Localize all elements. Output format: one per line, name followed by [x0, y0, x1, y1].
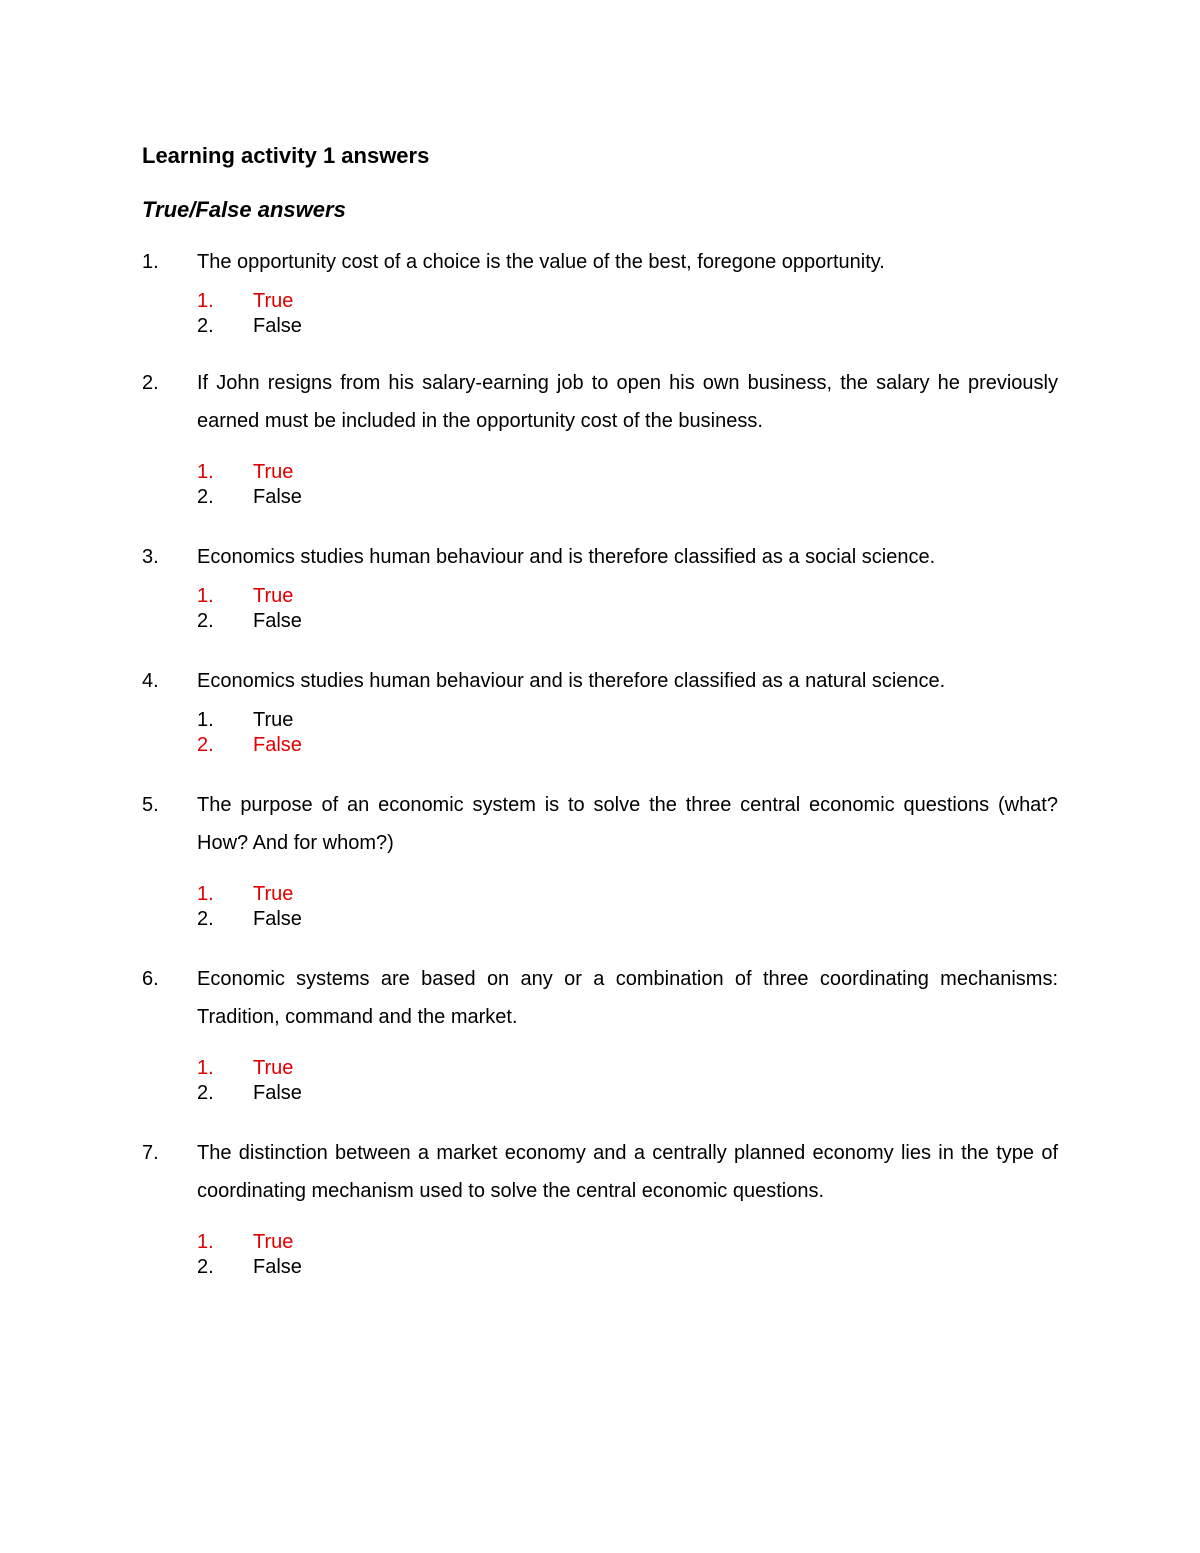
- question-2: [142, 364, 1058, 510]
- answer-options: [197, 1230, 1058, 1280]
- option-label: False: [253, 610, 302, 632]
- option-label: True: [253, 1231, 294, 1253]
- answer-options: [197, 882, 1058, 932]
- question-5: [142, 786, 1058, 932]
- option-false: [197, 314, 1058, 339]
- question-1: [142, 243, 1058, 339]
- option-label: True: [253, 1057, 294, 1079]
- option-label: True: [253, 461, 294, 483]
- option-number: 2.: [197, 734, 214, 756]
- option-label: True: [253, 585, 294, 607]
- option-false: [197, 733, 1058, 758]
- option-false: [197, 907, 1058, 932]
- option-label: False: [253, 908, 302, 930]
- question-text: Economics studies human behaviour and is therefore classified as a natural science.: [197, 670, 946, 692]
- answer-options: [197, 584, 1058, 634]
- option-label: True: [253, 883, 294, 905]
- option-number: 1.: [197, 883, 214, 905]
- answer-options: [197, 289, 1058, 339]
- option-number: 1.: [197, 709, 214, 731]
- option-number: 1.: [197, 461, 214, 483]
- question-4: [142, 662, 1058, 758]
- option-label: False: [253, 1256, 302, 1278]
- question-text: The opportunity cost of a choice is the value of the best, foregone opportunity.: [197, 251, 885, 273]
- option-label: True: [253, 709, 294, 731]
- question-text: The purpose of an economic system is to solve the three central economic questions (what? How? And for whom?): [197, 794, 1058, 854]
- question-text: The distinction between a market economy and a centrally planned economy lies in the type of coordinating mechanism used to solve the central economic questions.: [197, 1142, 1058, 1202]
- answer-options: [197, 1056, 1058, 1106]
- question-number: 2.: [142, 372, 159, 394]
- option-number: 1.: [197, 290, 214, 312]
- option-false: [197, 1081, 1058, 1106]
- option-label: False: [253, 315, 302, 337]
- question-number: 3.: [142, 546, 159, 568]
- option-number: 2.: [197, 908, 214, 930]
- option-number: 2.: [197, 1082, 214, 1104]
- option-label: False: [253, 1082, 302, 1104]
- question-number: 5.: [142, 794, 159, 816]
- option-false: [197, 485, 1058, 510]
- question-text: Economics studies human behaviour and is therefore classified as a social science.: [197, 546, 936, 568]
- option-number: 2.: [197, 1256, 214, 1278]
- option-number: 1.: [197, 1231, 214, 1253]
- option-true: [197, 289, 1058, 314]
- question-6: [142, 960, 1058, 1106]
- question-number: 1.: [142, 251, 159, 273]
- section-subtitle: True/False answers: [142, 197, 346, 222]
- option-label: True: [253, 290, 294, 312]
- answer-options: [197, 708, 1058, 758]
- question-7: [142, 1134, 1058, 1280]
- answer-options: [197, 460, 1058, 510]
- option-true: [197, 708, 1058, 733]
- option-number: 1.: [197, 585, 214, 607]
- question-text: Economic systems are based on any or a combination of three coordinating mechanisms: Tradition, command and the market.: [197, 968, 1058, 1028]
- option-true: [197, 1230, 1058, 1255]
- question-text: If John resigns from his salary-earning job to open his own business, the salary he previously earned must be included in the opportunity cost of the business.: [197, 372, 1058, 432]
- page-title: Learning activity 1 answers: [142, 143, 430, 168]
- option-false: [197, 609, 1058, 634]
- option-true: [197, 1056, 1058, 1081]
- option-true: [197, 460, 1058, 485]
- option-number: 2.: [197, 486, 214, 508]
- option-true: [197, 882, 1058, 907]
- question-number: 7.: [142, 1142, 159, 1164]
- option-true: [197, 584, 1058, 609]
- option-number: 1.: [197, 1057, 214, 1079]
- option-number: 2.: [197, 610, 214, 632]
- question-number: 6.: [142, 968, 159, 990]
- option-number: 2.: [197, 315, 214, 337]
- option-label: False: [253, 734, 302, 756]
- option-label: False: [253, 486, 302, 508]
- question-3: [142, 538, 1058, 634]
- question-number: 4.: [142, 670, 159, 692]
- option-false: [197, 1255, 1058, 1280]
